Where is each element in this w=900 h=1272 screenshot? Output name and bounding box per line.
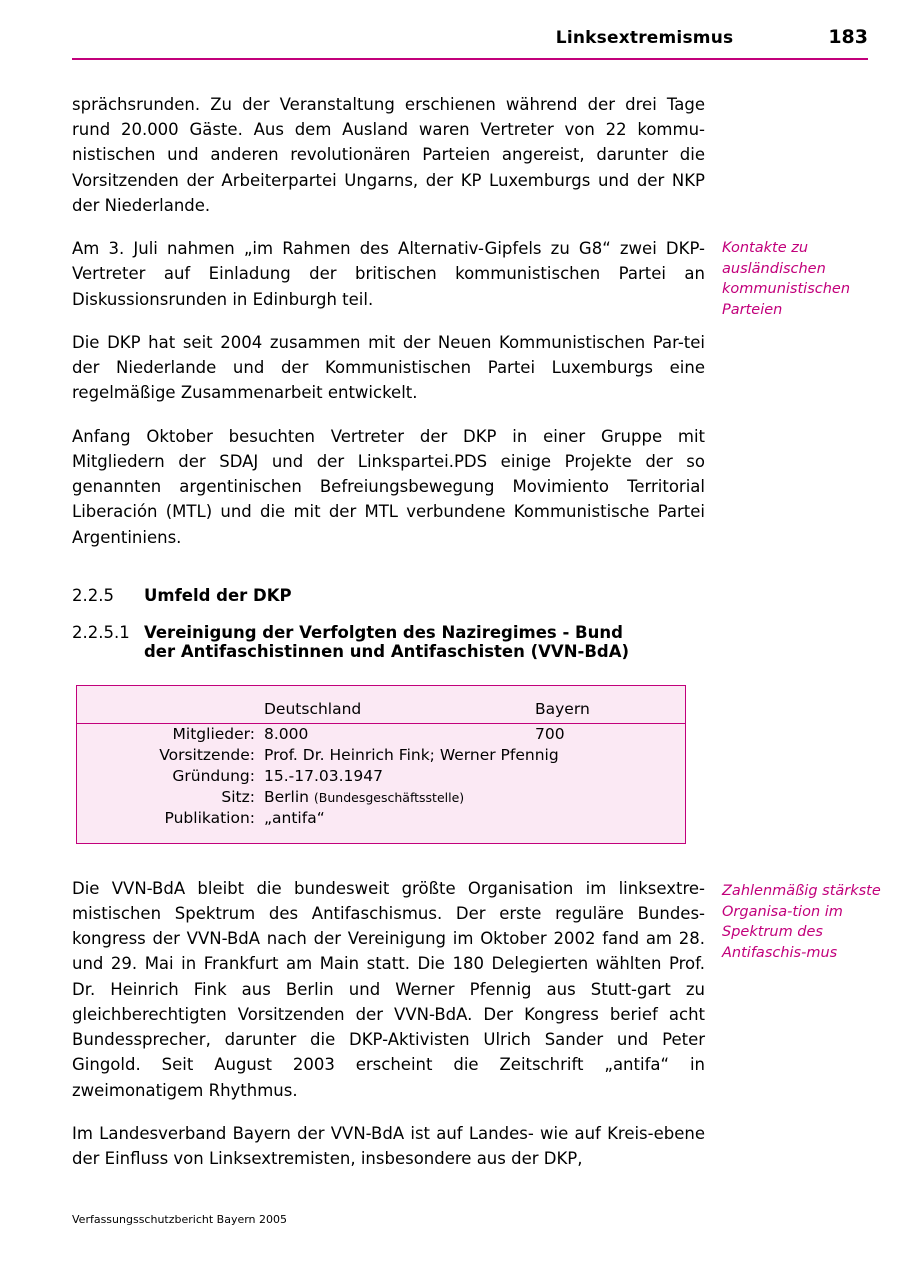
paragraph-6: Im Landesverband Bayern der VVN-BdA ist auf Landes- wie auf Kreis-ebene der Einfluss von Linksextremisten, insbesondere aus der DKP, xyxy=(72,1123,705,1169)
column-header-blank xyxy=(77,698,264,724)
header-title: Linksextremismus xyxy=(555,28,734,48)
section-heading-2-2-5 xyxy=(72,586,705,605)
header-divider xyxy=(72,58,868,60)
row-value-sitz-note: (Bundesgeschäftsstelle) xyxy=(313,790,465,806)
paragraph-1: sprächsrunden. Zu der Veranstaltung erschienen während der drei Tage rund 20.000 Gäste. Aus dem Ausland waren Vertreter von 22 kommu-nistischen und anderen revolutionären Parteien angereist, darunter die Vorsitzenden der Arbeiterpartei Ungarns, der KP Luxemburgs und der NKP der Niederlande. xyxy=(72,95,705,215)
row-value-mitglieder-bayern: 700 xyxy=(535,725,565,744)
organization-info-box xyxy=(76,685,686,844)
row-label-mitglieder: Mitglieder: xyxy=(172,725,255,744)
section-number-2-2-5-1: 2.2.5.1 xyxy=(72,622,130,642)
row-value-publikation: „antifa“ xyxy=(264,809,325,828)
row-value-sitz-city: Berlin xyxy=(264,788,309,807)
row-value-gruendung: 15.-17.03.1947 xyxy=(264,767,383,786)
section-title-2-2-5-1 xyxy=(144,623,629,661)
table-row xyxy=(77,745,685,766)
page-footer: Verfassungsschutzbericht Bayern 2005 xyxy=(72,1213,288,1226)
table-row xyxy=(77,808,685,829)
section-title-2-2-5: Umfeld der DKP xyxy=(144,585,292,605)
column-header-deutschland: Deutschland xyxy=(264,698,535,724)
page-number: 183 xyxy=(828,26,868,48)
paragraph-4: Anfang Oktober besuchten Vertreter der DKP in einer Gruppe mit Mitgliedern der SDAJ und der Linkspartei.PDS einige Projekte der so genannten argentinischen Befreiungsbewegung Movimiento Territorial Liberación (MTL) und die mit der MTL verbundene Kommunistische Partei Argentiniens. xyxy=(72,426,705,547)
section-heading-2-2-5-1 xyxy=(72,623,705,661)
table-row xyxy=(77,723,685,745)
section-title-line-2: der Antifaschistinnen und Antifaschisten (VVN-BdA) xyxy=(144,641,630,661)
margin-note-2: Zahlenmäßig stärkste Organisa-tion im Spektrum des Antifaschis-mus xyxy=(722,883,881,961)
row-value-vorsitzende: Prof. Dr. Heinrich Fink; Werner Pfennig xyxy=(264,746,559,765)
paragraph-2: Am 3. Juli nahmen „im Rahmen des Alternativ-Gipfels zu G8“ zwei DKP-Vertreter auf Einladung der britischen kommunistischen Partei an Diskussionsrunden in Edinburgh teil. xyxy=(72,239,705,309)
section-title-line-1: Vereinigung der Verfolgten des Naziregimes - Bund xyxy=(144,622,623,642)
paragraph-5: Die VVN-BdA bleibt die bundesweit größte Organisation im linksextre-mistischen Spektrum des Antifaschismus. Der erste reguläre Bundes-kongress der VVN-BdA nach der Vereinigung im Oktober 2002 fand am 28. und 29. Mai in Frankfurt am Main statt. Die 180 Delegierten wählten Prof. Dr. Heinrich Fink aus Berlin und Werner Pfennig aus Stutt-gart zu gleichberechtigten Vorsitzenden der VVN-BdA. Der Kongress berief acht Bundessprecher, darunter die DKP-Aktivisten Ulrich Sander und Peter Gingold. Seit August 2003 erscheint die Zeitschrift „antifa“ in zweimonatigem Rhythmus. xyxy=(72,878,705,1100)
margin-note-1: Kontakte zu ausländischen kommunistischen Parteien xyxy=(722,240,851,318)
row-label-publikation: Publikation: xyxy=(164,809,255,828)
row-label-sitz: Sitz: xyxy=(221,788,255,807)
organization-info-table xyxy=(77,698,685,829)
table-header-row xyxy=(77,698,685,724)
row-value-mitglieder-deutschland: 8.000 xyxy=(264,725,309,744)
paragraph-3: Die DKP hat seit 2004 zusammen mit der Neuen Kommunistischen Par-tei der Niederlande und der Kommunistischen Partei Luxemburgs eine regelmäßige Zusammenarbeit entwickelt. xyxy=(72,332,705,403)
table-row xyxy=(77,787,685,808)
page-header xyxy=(72,26,868,48)
column-header-bayern: Bayern xyxy=(535,698,685,724)
main-text-column xyxy=(72,92,705,1171)
row-label-vorsitzende: Vorsitzende: xyxy=(159,746,255,765)
table-row xyxy=(77,766,685,787)
row-value-sitz xyxy=(264,787,685,808)
section-number-2-2-5: 2.2.5 xyxy=(72,585,114,605)
row-label-gruendung: Gründung: xyxy=(172,767,255,786)
